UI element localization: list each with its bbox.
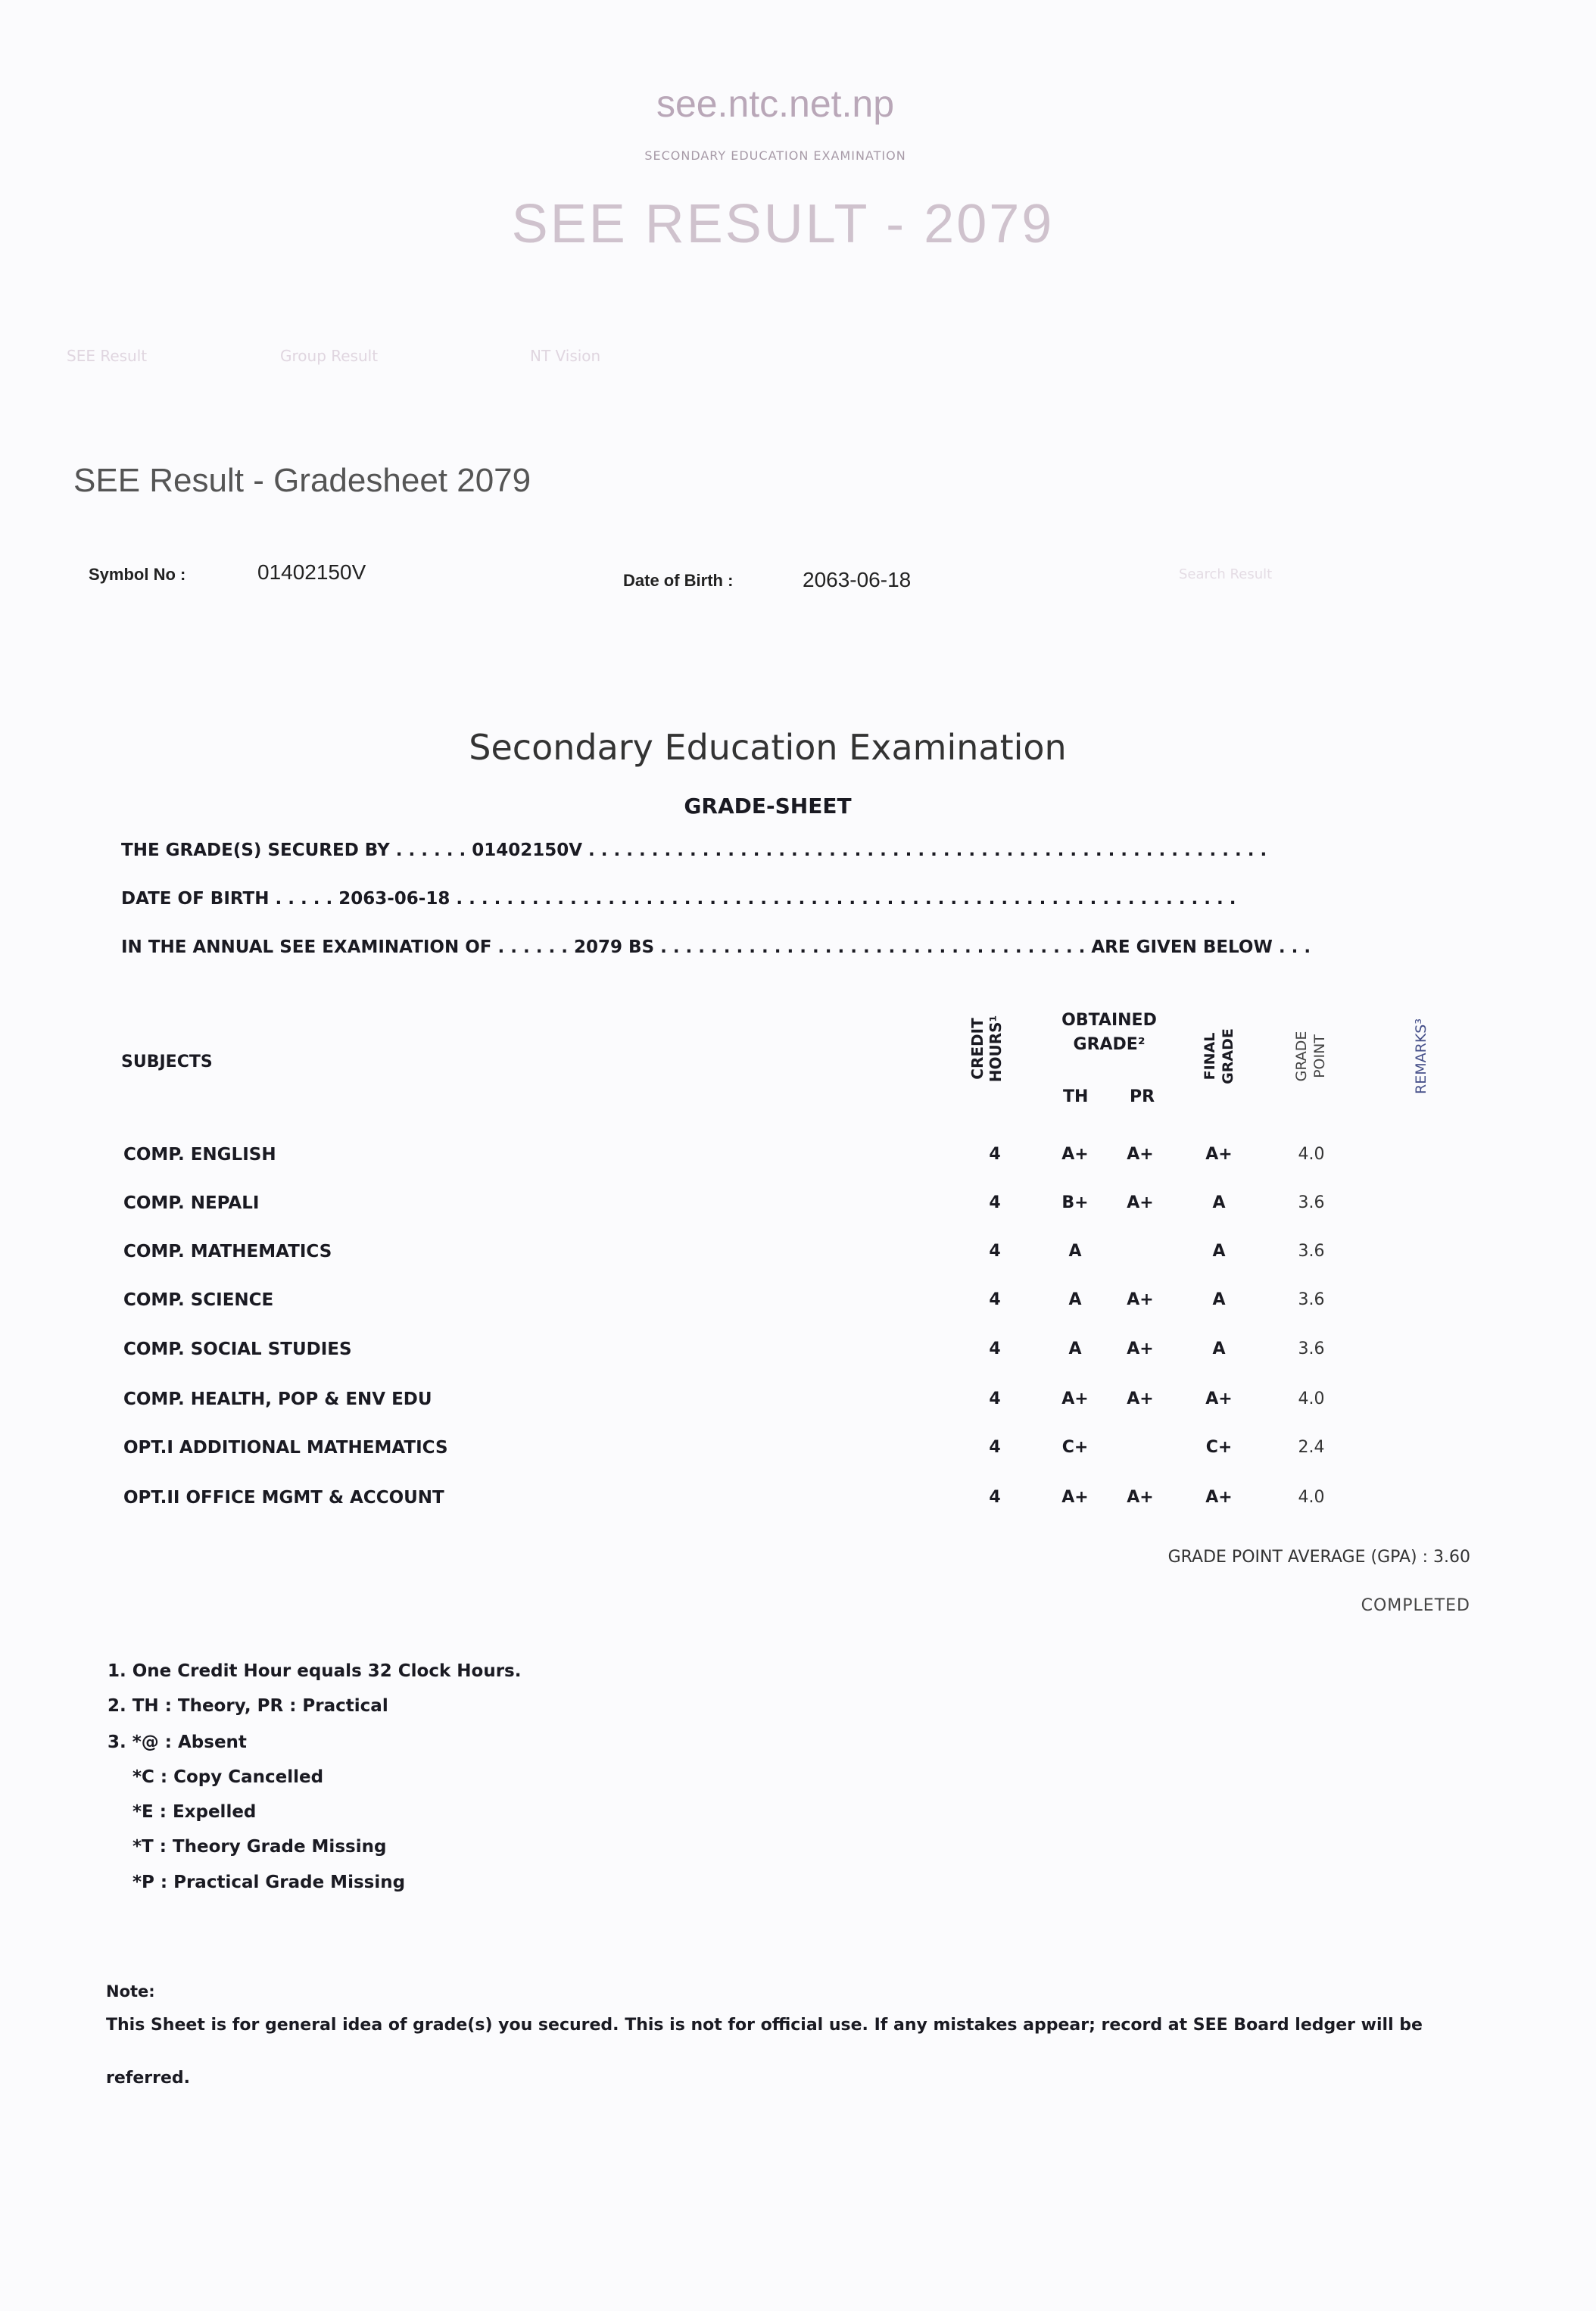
cell-gp: 4.0	[1298, 1145, 1325, 1164]
cell-th: A+	[1061, 1488, 1089, 1507]
header-subjects: SUBJECTS	[121, 1053, 213, 1071]
cell-final: A	[1212, 1193, 1226, 1212]
cell-gp: 3.6	[1298, 1193, 1325, 1212]
cell-th: A	[1068, 1290, 1082, 1309]
header-remarks: REMARKS³	[1413, 1018, 1429, 1094]
header-final-grade: FINAL GRADE	[1202, 1028, 1236, 1084]
cell-pr: A+	[1127, 1193, 1154, 1212]
cell-pr: A+	[1127, 1389, 1154, 1408]
cell-pr: A+	[1127, 1145, 1154, 1164]
cell-final: A+	[1205, 1389, 1233, 1408]
header-th: TH	[1063, 1087, 1089, 1106]
subject-name: COMP. HEALTH, POP & ENV EDU	[123, 1389, 432, 1409]
result-status: COMPLETED	[1361, 1596, 1470, 1615]
cell-gp: 4.0	[1298, 1488, 1325, 1507]
header-grade-point: GRADE POINT	[1293, 1031, 1328, 1082]
cell-final: A	[1212, 1340, 1226, 1358]
symbol-label: Symbol No :	[89, 565, 186, 584]
cell-final: A	[1212, 1242, 1226, 1261]
subject-name: COMP. NEPALI	[123, 1193, 260, 1213]
dob-line: DATE OF BIRTH . . . . . 2063-06-18 . . . . . . . . . . . . . . . . . . . . . . . . . . . . . . . . . . . . . . . . . . . . . . . . . . . . . . . . . . . . . .	[121, 889, 1236, 909]
footnote: *E : Expelled	[132, 1802, 257, 1822]
search-result-link[interactable]: Search Result	[1179, 566, 1273, 582]
cell-th: A	[1068, 1340, 1082, 1358]
cell-ch: 4	[989, 1242, 1001, 1261]
subject-name: OPT.I ADDITIONAL MATHEMATICS	[123, 1438, 448, 1458]
cell-final: A+	[1205, 1145, 1233, 1164]
cell-final: A+	[1205, 1488, 1233, 1507]
cell-final: A	[1212, 1290, 1226, 1309]
cell-ch: 4	[989, 1488, 1001, 1507]
cell-th: A+	[1061, 1389, 1089, 1408]
header-credit-hours: CREDIT HOURS¹	[968, 1015, 1005, 1083]
cell-th: A+	[1061, 1145, 1089, 1164]
cell-pr: A+	[1127, 1340, 1154, 1358]
cell-pr: A+	[1127, 1290, 1154, 1309]
table-row	[0, 1389, 1596, 1420]
table-row	[0, 1145, 1596, 1175]
exam-line: IN THE ANNUAL SEE EXAMINATION OF . . . . . . 2079 BS . . . . . . . . . . . . . . . . . . . . . . . . . . . . . . . . . . ARE GIVEN BELOW . . .	[121, 937, 1311, 957]
table-row	[0, 1340, 1596, 1370]
sheet-title: Secondary Education Examination	[469, 727, 1067, 768]
cell-ch: 4	[989, 1389, 1001, 1408]
page-title: SEE Result - Gradesheet 2079	[73, 462, 531, 499]
cell-th: A	[1068, 1242, 1082, 1261]
cell-final: C+	[1205, 1438, 1233, 1457]
table-row	[0, 1242, 1596, 1272]
nav-group-result[interactable]: Group Result	[280, 347, 379, 365]
table-row	[0, 1193, 1596, 1224]
site-url: see.ntc.net.np	[656, 83, 895, 125]
table-row	[0, 1488, 1596, 1518]
site-subtitle: SECONDARY EDUCATION EXAMINATION	[644, 148, 906, 163]
subject-name: COMP. MATHEMATICS	[123, 1242, 332, 1262]
header-obtained-grade: OBTAINED GRADE²	[1061, 1011, 1157, 1054]
footnote: *P : Practical Grade Missing	[132, 1873, 406, 1892]
footnote: 2. TH : Theory, PR : Practical	[108, 1696, 388, 1716]
nav-link[interactable]: NT Vision	[530, 347, 601, 365]
footnote: 3. *@ : Absent	[108, 1732, 247, 1752]
cell-gp: 3.6	[1298, 1340, 1325, 1358]
subject-name: COMP. ENGLISH	[123, 1145, 276, 1165]
dob-value: 2063-06-18	[803, 568, 912, 591]
subject-name: OPT.II OFFICE MGMT & ACCOUNT	[123, 1488, 444, 1508]
cell-th: C+	[1061, 1438, 1089, 1457]
cell-ch: 4	[989, 1193, 1001, 1212]
footnote: *C : Copy Cancelled	[132, 1767, 324, 1787]
site-title: SEE RESULT - 2079	[511, 194, 1055, 254]
cell-gp: 4.0	[1298, 1389, 1325, 1408]
cell-ch: 4	[989, 1340, 1001, 1358]
sheet-subtitle: GRADE-SHEET	[684, 794, 852, 819]
footnote: 1. One Credit Hour equals 32 Clock Hours.	[108, 1661, 522, 1681]
dob-label: Date of Birth :	[623, 571, 734, 590]
subject-name: COMP. SOCIAL STUDIES	[123, 1340, 352, 1359]
symbol-value: 01402150V	[257, 560, 366, 584]
table-row	[0, 1290, 1596, 1321]
cell-ch: 4	[989, 1290, 1001, 1309]
subject-name: COMP. SCIENCE	[123, 1290, 274, 1310]
note-label: Note:	[106, 1982, 155, 2001]
nav-see-result[interactable]: SEE Result	[67, 347, 148, 365]
cell-gp: 3.6	[1298, 1242, 1325, 1261]
cell-gp: 3.6	[1298, 1290, 1325, 1309]
note-text: This Sheet is for general idea of grade(s) you secured. This is not for official use. If any mistakes appear; record at SEE Board ledger will be referred.	[106, 2016, 1423, 2088]
cell-ch: 4	[989, 1438, 1001, 1457]
cell-pr: A+	[1127, 1488, 1154, 1507]
secured-by-line: THE GRADE(S) SECURED BY . . . . . . 01402150V . . . . . . . . . . . . . . . . . . . . . . . . . . . . . . . . . . . . . . . . . . . . . . . . . . . . . .	[121, 841, 1267, 860]
cell-gp: 2.4	[1298, 1438, 1325, 1457]
header-pr: PR	[1130, 1087, 1155, 1106]
gpa: GRADE POINT AVERAGE (GPA) : 3.60	[1167, 1548, 1470, 1567]
cell-th: B+	[1061, 1193, 1089, 1212]
table-row	[0, 1438, 1596, 1468]
footnote: *T : Theory Grade Missing	[132, 1837, 387, 1857]
cell-ch: 4	[989, 1145, 1001, 1164]
